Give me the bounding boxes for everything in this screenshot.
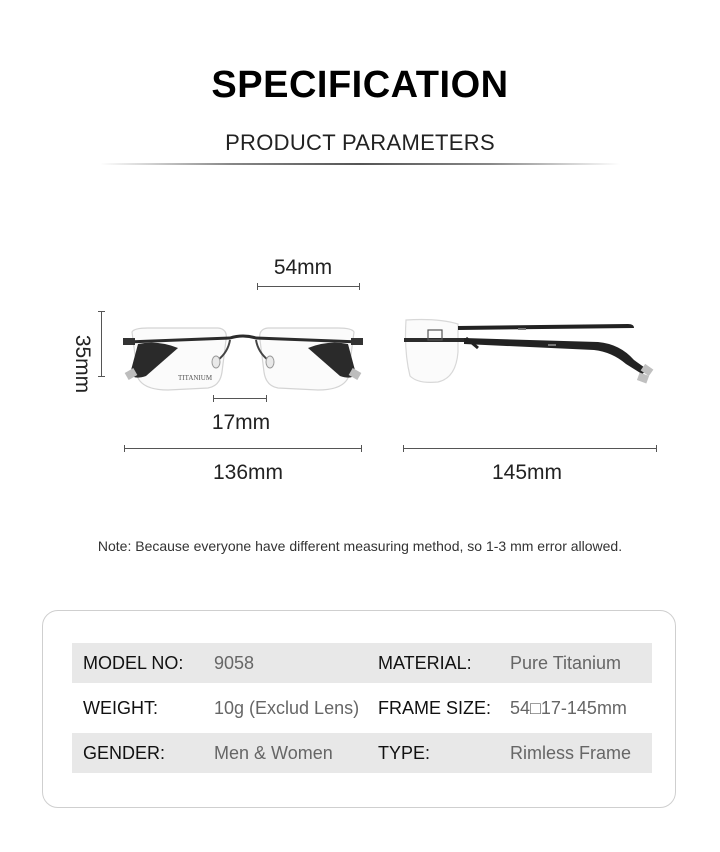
temple-length-label: 145mm	[491, 461, 563, 484]
bridge-width-label: 17mm	[211, 411, 271, 434]
spec-label: WEIGHT:	[83, 698, 158, 718]
frame-engraving: TITANIUM	[178, 374, 213, 382]
measurement-note: Note: Because everyone have different measuring method, so 1-3 mm error allowed.	[97, 538, 623, 554]
spec-label: TYPE:	[378, 743, 431, 763]
spec-value: 54□17-145mm	[510, 698, 627, 718]
spec-value: 9058	[214, 653, 255, 673]
page-title: SPECIFICATION	[211, 64, 509, 106]
spec-value: Rimless Frame	[510, 743, 632, 763]
lens-height-line	[101, 311, 102, 377]
spec-value: Pure Titanium	[510, 653, 622, 673]
title-divider	[100, 163, 620, 165]
spec-label: FRAME SIZE:	[378, 698, 492, 718]
spec-row	[72, 688, 652, 728]
spec-value: 10g (Exclud Lens)	[214, 698, 360, 718]
lens-width-label: 54mm	[273, 256, 333, 279]
lens-height-label: 35mm	[71, 334, 94, 394]
lens-width-line	[257, 286, 360, 287]
bridge-width-line	[213, 398, 267, 399]
glasses-side-image	[398, 312, 662, 392]
spec-label: GENDER:	[83, 743, 166, 763]
frame-width-line	[124, 448, 362, 449]
spec-value: Men & Women	[214, 743, 333, 763]
spec-row	[72, 643, 652, 683]
spec-row	[72, 733, 652, 773]
glasses-front-image	[118, 318, 368, 398]
spec-label: MODEL NO:	[83, 653, 184, 673]
page-subtitle: PRODUCT PARAMETERS	[225, 130, 495, 155]
temple-length-line	[403, 448, 657, 449]
spec-label: MATERIAL:	[378, 653, 472, 673]
frame-width-label: 136mm	[212, 461, 284, 484]
